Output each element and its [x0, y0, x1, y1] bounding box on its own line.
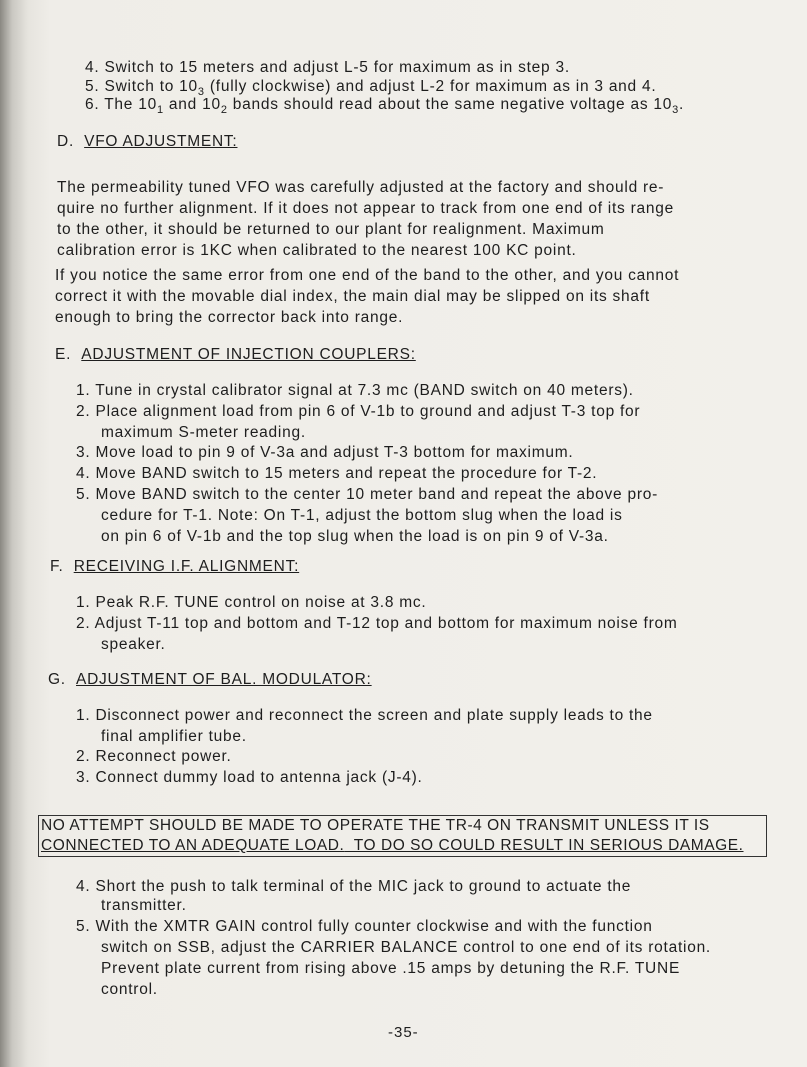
paragraph-line: If you notice the same error from one end of the band to the other, and you cannot: [55, 267, 680, 284]
list-item: 2. Reconnect power.: [76, 748, 232, 765]
step-c5: 5. Switch to $10_3$ (fully clockwise) and adjust L-2 for maximum as in 3 and 4.: [85, 78, 657, 98]
list-item: 3. Move load to pin 9 of V-3a and adjust T-3 bottom for maximum.: [76, 444, 574, 461]
list-item: 1. Tune in crystal calibrator signal at 7.3 mc (BAND switch on 40 meters).: [76, 382, 634, 399]
paragraph-line: calibration error is 1KC when calibrated to the nearest 100 KC point.: [57, 242, 577, 259]
list-item: switch on SSB, adjust the CARRIER BALANCE control to one end of its rotation.: [101, 939, 711, 956]
list-item: control.: [101, 981, 158, 998]
section-e-heading: E. ADJUSTMENT OF INJECTION COUPLERS:: [55, 346, 416, 363]
step-c6: 6. The $10_1$ and $10_2$ bands should read about the same negative voltage as $10_3$.: [85, 96, 685, 116]
paragraph-line: to the other, it should be returned to our plant for realignment. Maximum: [57, 221, 605, 238]
list-item: transmitter.: [101, 897, 187, 914]
list-item: 5. With the XMTR GAIN control fully counter clockwise and with the function: [76, 918, 653, 935]
list-item: speaker.: [101, 636, 166, 653]
list-item: 1. Peak R.F. TUNE control on noise at 3.8 mc.: [76, 594, 427, 611]
list-item: cedure for T-1. Note: On T-1, adjust the bottom slug when the load is: [101, 507, 623, 524]
warning-line-2: CONNECTED TO AN ADEQUATE LOAD. TO DO SO COULD RESULT IN SERIOUS DAMAGE.: [41, 837, 744, 854]
list-item: 2. Place alignment load from pin 6 of V-1b to ground and adjust T-3 top for: [76, 403, 641, 420]
list-item: on pin 6 of V-1b and the top slug when the load is on pin 9 of V-3a.: [101, 528, 609, 545]
warning-line-1: NO ATTEMPT SHOULD BE MADE TO OPERATE THE TR-4 ON TRANSMIT UNLESS IT IS: [41, 817, 710, 834]
paragraph-line: The permeability tuned VFO was carefully adjusted at the factory and should re-: [57, 179, 665, 196]
list-item: Prevent plate current from rising above .15 amps by detuning the R.F. TUNE: [101, 960, 681, 977]
list-item: 2. Adjust T-11 top and bottom and T-12 top and bottom for maximum noise from: [76, 615, 678, 632]
warning-box: [38, 815, 767, 857]
list-item: 1. Disconnect power and reconnect the screen and plate supply leads to the: [76, 707, 653, 724]
paragraph-line: enough to bring the corrector back into range.: [55, 309, 404, 326]
step-c4: 4. Switch to 15 meters and adjust L-5 for maximum as in step 3.: [85, 59, 570, 76]
paragraph-line: quire no further alignment. If it does not appear to track from one end of its range: [57, 200, 675, 217]
paragraph-line: correct it with the movable dial index, the main dial may be slipped on its shaft: [55, 288, 650, 305]
list-item: maximum S-meter reading.: [101, 424, 306, 441]
section-f-heading: F. RECEIVING I.F. ALIGNMENT:: [50, 558, 300, 575]
page-number: -35-: [388, 1024, 419, 1041]
list-item: 5. Move BAND switch to the center 10 meter band and repeat the above pro-: [76, 486, 659, 503]
list-item: 4. Move BAND switch to 15 meters and repeat the procedure for T-2.: [76, 465, 598, 482]
list-item: 4. Short the push to talk terminal of the MIC jack to ground to actuate the: [76, 878, 632, 895]
list-item: 3. Connect dummy load to antenna jack (J-4).: [76, 769, 423, 786]
list-item: final amplifier tube.: [101, 728, 247, 745]
section-d-heading: D. VFO ADJUSTMENT:: [57, 133, 238, 150]
section-g-heading: G. ADJUSTMENT OF BAL. MODULATOR:: [48, 671, 372, 688]
